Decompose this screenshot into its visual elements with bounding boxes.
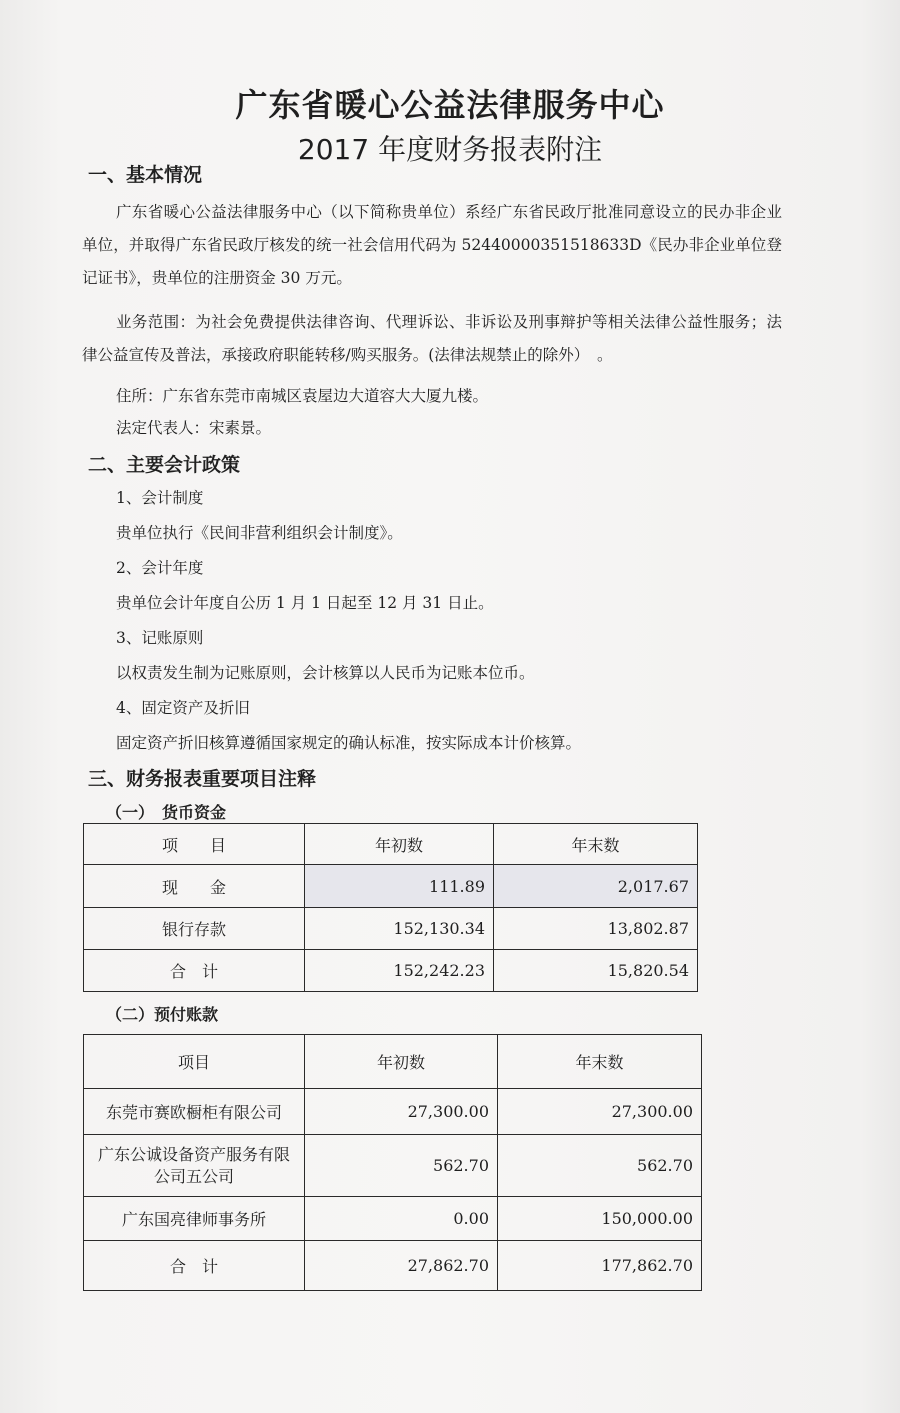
table-cell: 现 金 bbox=[84, 865, 305, 908]
table-cell: 合 计 bbox=[84, 1241, 305, 1291]
table-header-cell: 年末数 bbox=[494, 824, 698, 865]
policy-item-text: 贵单位执行《民间非营利组织会计制度》。 bbox=[116, 524, 403, 542]
table-header-cell: 项目 bbox=[84, 1035, 305, 1089]
policy-item-title: 1、会计制度 bbox=[116, 489, 204, 507]
table-cell: 152,242.23 bbox=[305, 950, 494, 992]
table-cell: 银行存款 bbox=[84, 908, 305, 950]
table-cell: 15,820.54 bbox=[494, 950, 698, 992]
section1-heading: 一、基本情况 bbox=[88, 164, 203, 186]
document-title: 广东省暖心公益法律服务中心 bbox=[235, 86, 665, 124]
prepayments-table bbox=[83, 1034, 702, 1291]
table-cell: 广东国亮律师事务所 bbox=[84, 1197, 305, 1241]
table-cell: 2,017.67 bbox=[494, 865, 698, 908]
table-cell: 562.70 bbox=[498, 1135, 702, 1197]
table-cell: 150,000.00 bbox=[498, 1197, 702, 1241]
policy-item-text: 固定资产折旧核算遵循国家规定的确认标准，按实际成本计价核算。 bbox=[116, 734, 582, 752]
table-total-row bbox=[84, 950, 698, 992]
table-cell: 0.00 bbox=[305, 1197, 498, 1241]
policy-item-title: 2、会计年度 bbox=[116, 559, 204, 577]
table-row bbox=[84, 1089, 702, 1135]
table1-caption: （一） 货币资金 bbox=[106, 803, 227, 822]
table-header-row bbox=[84, 1035, 702, 1089]
table-cell: 27,300.00 bbox=[305, 1089, 498, 1135]
policy-item-title: 3、记账原则 bbox=[116, 629, 204, 647]
section1-address: 住所：广东省东莞市南城区袁屋边大道容大大厦九楼。 bbox=[116, 387, 489, 405]
table-header-cell: 年初数 bbox=[305, 1035, 498, 1089]
section1-paragraph-1: 广东省暖心公益法律服务中心（以下简称贵单位）系经广东省民政厅批准同意设立的民办非企业单位，并取得广东省民政厅核发的统一社会信用代码为 52440000351518633D《民办非企业单位登记证书》，贵单位的注册资金 30 万元。 bbox=[82, 203, 782, 287]
section1-legal-rep: 法定代表人：宋素景。 bbox=[116, 419, 272, 437]
table-header-cell: 项 目 bbox=[84, 824, 305, 865]
table2-caption: （二）预付账款 bbox=[106, 1005, 219, 1024]
table-header-row bbox=[84, 824, 698, 865]
policy-item-text: 以权责发生制为记账原则，会计核算以人民币为记账本位币。 bbox=[116, 664, 535, 682]
table-cell: 562.70 bbox=[305, 1135, 498, 1197]
table-cell: 152,130.34 bbox=[305, 908, 494, 950]
table-cell: 东莞市赛欧橱柜有限公司 bbox=[84, 1089, 305, 1135]
table-cell: 177,862.70 bbox=[498, 1241, 702, 1291]
document-subtitle: 2017 年度财务报表附注 bbox=[297, 133, 603, 166]
table-cell: 27,862.70 bbox=[305, 1241, 498, 1291]
table-total-row bbox=[84, 1241, 702, 1291]
table-row bbox=[84, 1135, 702, 1197]
table-cell: 13,802.87 bbox=[494, 908, 698, 950]
table-cell: 合 计 bbox=[84, 950, 305, 992]
table-header-cell: 年末数 bbox=[498, 1035, 702, 1089]
policy-item-text: 贵单位会计年度自公历 1 月 1 日起至 12 月 31 日止。 bbox=[116, 594, 494, 612]
table-row bbox=[84, 908, 698, 950]
table-cell: 广东公诚设备资产服务有限公司五公司 bbox=[84, 1135, 305, 1197]
section3-heading: 三、财务报表重要项目注释 bbox=[88, 768, 317, 790]
table-row bbox=[84, 1197, 702, 1241]
policy-item-title: 4、固定资产及折旧 bbox=[116, 699, 250, 717]
table-cell: 111.89 bbox=[305, 865, 494, 908]
section1-paragraph-2: 业务范围：为社会免费提供法律咨询、代理诉讼、非诉讼及刑事辩护等相关法律公益性服务；法律公益宣传及普法，承接政府职能转移/购买服务。(法律法规禁止的除外） 。 bbox=[82, 313, 782, 364]
table-cell: 27,300.00 bbox=[498, 1089, 702, 1135]
table-header-cell: 年初数 bbox=[305, 824, 494, 865]
section2-heading: 二、主要会计政策 bbox=[88, 454, 241, 476]
table-row bbox=[84, 865, 698, 908]
cash-table bbox=[83, 823, 698, 992]
